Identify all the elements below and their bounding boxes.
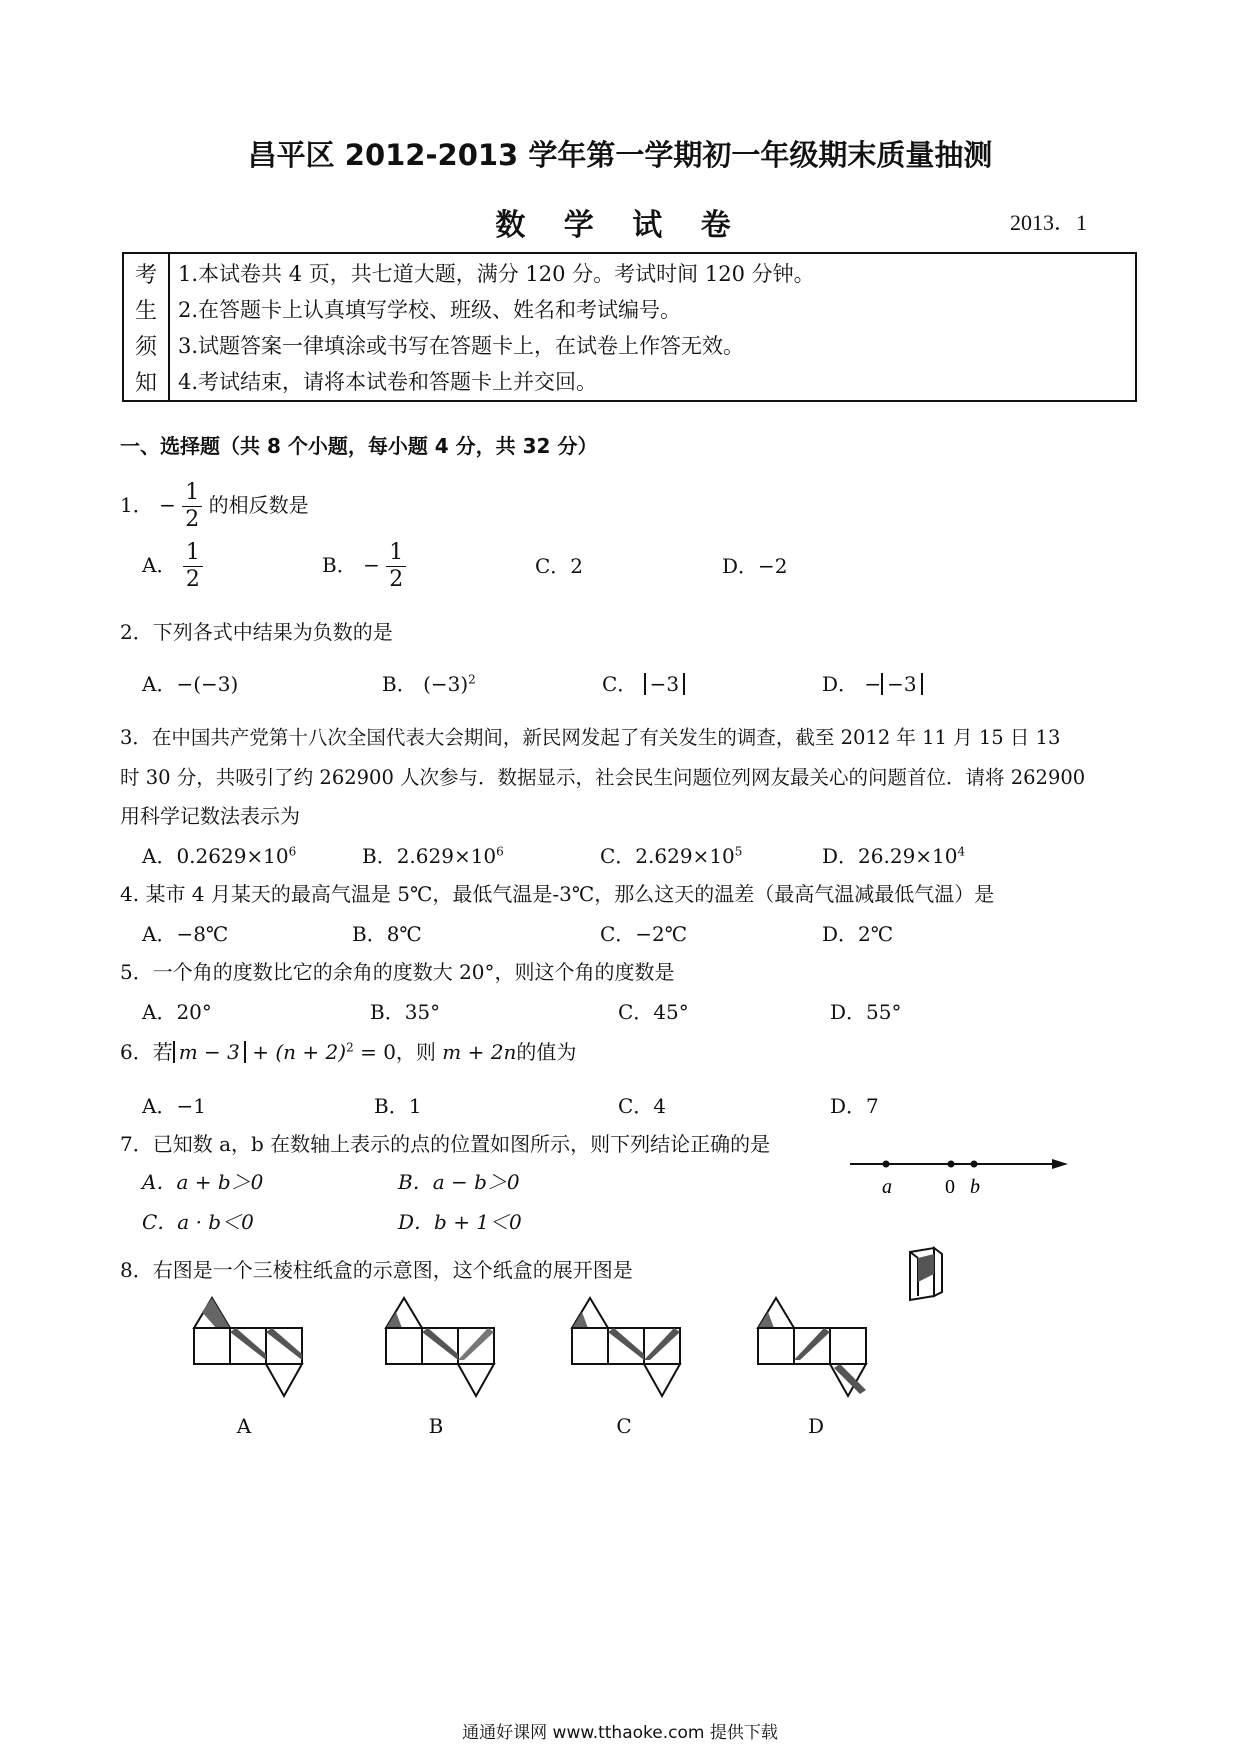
q3-d-text: D．26.29×10 — [822, 844, 958, 868]
net-d-face — [830, 1328, 866, 1364]
q2-option-b — [382, 668, 476, 697]
q1-option-c: C．2 — [535, 554, 584, 578]
q3-d-exp: 4 — [957, 844, 966, 859]
q2-d-label: D． — [822, 672, 859, 696]
q2-b-base: (−3) — [423, 672, 469, 696]
notice-heading — [124, 254, 170, 400]
question-3-line-2: 时 30 分，共吸引了约 262900 人次参与．数据显示，社会民生问题位列网友最关心的问题首位．请将 262900 — [120, 766, 1086, 789]
q2-d-neg: − — [864, 672, 882, 696]
number-line-label-zero: 0 — [945, 1176, 955, 1198]
q1-b-num: 1 — [386, 540, 406, 567]
exam-subtitle: 数 学 试 卷 — [495, 208, 745, 243]
net-option-d — [754, 1296, 874, 1398]
question-3-line-1: 3．在中国共产党第十八次全国代表大会期间，新民网发起了有关发生的调查，截至 2012 年 11 月 15 日 13 — [120, 726, 1061, 749]
q1-neg: − — [159, 493, 176, 517]
q1-option-a — [142, 540, 203, 593]
q6-abs: m − 3 — [173, 1041, 246, 1063]
q5-option-d: D．55° — [830, 1000, 902, 1024]
number-line-point-zero — [948, 1161, 955, 1168]
notice-rule: 1.本试卷共 4 页，共七道大题，满分 120 分。考试时间 120 分钟。 — [178, 262, 815, 286]
question-1 — [120, 480, 309, 533]
number-line-figure — [846, 1150, 1076, 1200]
q5-option-c: C．45° — [618, 1000, 689, 1024]
q5-option-a: A．20° — [142, 1000, 212, 1024]
q6-option-b: B．1 — [374, 1094, 422, 1118]
q1-frac-num: 1 — [182, 480, 202, 507]
net-a-bottom-triangle — [266, 1364, 302, 1396]
question-7: 7．已知数 a，b 在数轴上表示的点的位置如图所示，则下列结论正确的是 — [120, 1132, 771, 1156]
number-line-point-a — [883, 1161, 890, 1168]
q2-option-a: A．−(−3) — [142, 672, 239, 696]
q1-a-fraction — [183, 540, 203, 593]
net-a-face — [194, 1328, 230, 1364]
notice-rule: 2.在答题卡上认真填写学校、班级、姓名和考试编号。 — [178, 298, 682, 322]
q1-a-num: 1 — [183, 540, 203, 567]
net-option-c — [568, 1296, 688, 1398]
number-line-point-b — [971, 1161, 978, 1168]
net-label-b: B — [428, 1414, 444, 1438]
q1-a-den: 2 — [185, 567, 200, 592]
question-8: 8．右图是一个三棱柱纸盒的示意图，这个纸盒的展开图是 — [120, 1258, 633, 1282]
exam-title: 昌平区 2012-2013 学年第一学期初一年级期末质量抽测 — [247, 138, 993, 172]
number-line-label-b: b — [970, 1176, 980, 1198]
q7-option-d: D．b + 1＜0 — [398, 1210, 522, 1234]
net-b-face — [386, 1328, 422, 1364]
q6-option-c: C．4 — [618, 1094, 667, 1118]
net-label-c: C — [616, 1414, 632, 1438]
notice-heading-char: 须 — [134, 335, 157, 360]
q7-option-b: B．a − b＞0 — [398, 1170, 520, 1194]
net-label-d: D — [807, 1414, 825, 1438]
q5-option-b: B．35° — [370, 1000, 441, 1024]
q2-d-abs: −3 — [881, 673, 922, 695]
q3-a-exp: 6 — [288, 844, 297, 859]
question-5: 5．一个角的度数比它的余角的度数大 20°，则这个角的度数是 — [120, 960, 675, 984]
q3-b-exp: 6 — [496, 844, 504, 859]
footer-credit: 通通好课网 www.tthaoke.com 提供下载 — [462, 1723, 778, 1743]
question-4: 4. 某市 4 月某天的最高气温是 5℃，最低气温是-3℃，那么这天的温差（最高气温减最低气温）是 — [120, 882, 995, 906]
q2-option-c — [602, 668, 685, 697]
q1-b-den: 2 — [389, 567, 404, 592]
number-line-label-a: a — [882, 1176, 892, 1198]
q2-option-d — [822, 668, 923, 697]
q3-option-d — [822, 840, 965, 869]
q3-option-a — [142, 840, 296, 869]
prism-side-face — [934, 1248, 942, 1296]
q4-option-b: B．8℃ — [352, 922, 422, 946]
q6-eq: = 0，则 — [360, 1040, 436, 1064]
q2-c-abs: −3 — [644, 673, 685, 695]
q2-b-exp: 2 — [468, 672, 476, 687]
net-c-bottom-triangle — [644, 1364, 680, 1396]
q3-a-text: A．0.2629×10 — [142, 844, 289, 868]
notice-rule: 4.考试结束，请将本试卷和答题卡上并交回。 — [178, 370, 598, 394]
net-d-face — [758, 1328, 794, 1364]
q1-number: 1． — [120, 493, 153, 517]
q1-option-d: D．−2 — [722, 554, 788, 578]
net-label-a: A — [236, 1414, 252, 1438]
net-option-b — [382, 1296, 502, 1398]
q1-fraction — [182, 480, 202, 533]
q6-option-a: A．−1 — [142, 1094, 206, 1118]
prism-diagram — [906, 1246, 946, 1302]
q3-c-text: C．2.629×10 — [600, 844, 735, 868]
notice-heading-char: 知 — [134, 371, 157, 396]
question-3-line-3: 用科学记数法表示为 — [120, 804, 300, 828]
q6-target: m + 2n — [442, 1040, 517, 1064]
q1-text: 的相反数是 — [208, 493, 309, 517]
notice-rule: 3.试题答案一律填涂或书写在答题卡上，在试卷上作答无效。 — [178, 334, 745, 358]
q3-b-text: B．2.629×10 — [362, 844, 497, 868]
q1-b-label: B． — [322, 553, 357, 577]
q6-suffix: 的值为 — [516, 1040, 577, 1064]
q1-a-label: A． — [142, 553, 177, 577]
section-heading: 一、选择题（共 8 个小题，每小题 4 分，共 32 分） — [120, 434, 598, 458]
q2-b-label: B． — [382, 672, 417, 696]
net-c-face — [572, 1328, 608, 1364]
q6-prefix: 6．若 — [120, 1040, 173, 1064]
number-line-arrow — [1052, 1159, 1068, 1169]
q4-option-c: C．−2℃ — [600, 922, 688, 946]
question-6 — [120, 1036, 576, 1065]
net-b-bottom-triangle — [458, 1364, 494, 1396]
q7-option-a: A．a + b＞0 — [142, 1170, 264, 1194]
net-option-a — [190, 1296, 310, 1398]
q1-b-fraction — [386, 540, 406, 593]
q4-option-d: D．2℃ — [822, 922, 894, 946]
notice-heading-char: 考 — [134, 263, 157, 288]
q6-option-d: D．7 — [830, 1094, 879, 1118]
q4-option-a: A．−8℃ — [142, 922, 229, 946]
q6-exp: 2 — [346, 1040, 354, 1055]
q3-option-c — [600, 840, 742, 869]
q2-c-label: C． — [602, 672, 638, 696]
q3-c-exp: 5 — [734, 844, 743, 859]
exam-date: 2013．1 — [1010, 210, 1088, 235]
question-2: 2．下列各式中结果为负数的是 — [120, 620, 393, 644]
q1-frac-den: 2 — [185, 507, 200, 532]
notice-heading-char: 生 — [134, 299, 157, 324]
q3-option-b — [362, 840, 504, 869]
q6-mid: + (n + 2) — [252, 1040, 347, 1064]
notice-box — [122, 252, 1137, 402]
q1-option-b — [322, 540, 406, 593]
q1-b-neg: − — [363, 553, 380, 577]
q7-option-c: C．a · b＜0 — [142, 1210, 254, 1234]
